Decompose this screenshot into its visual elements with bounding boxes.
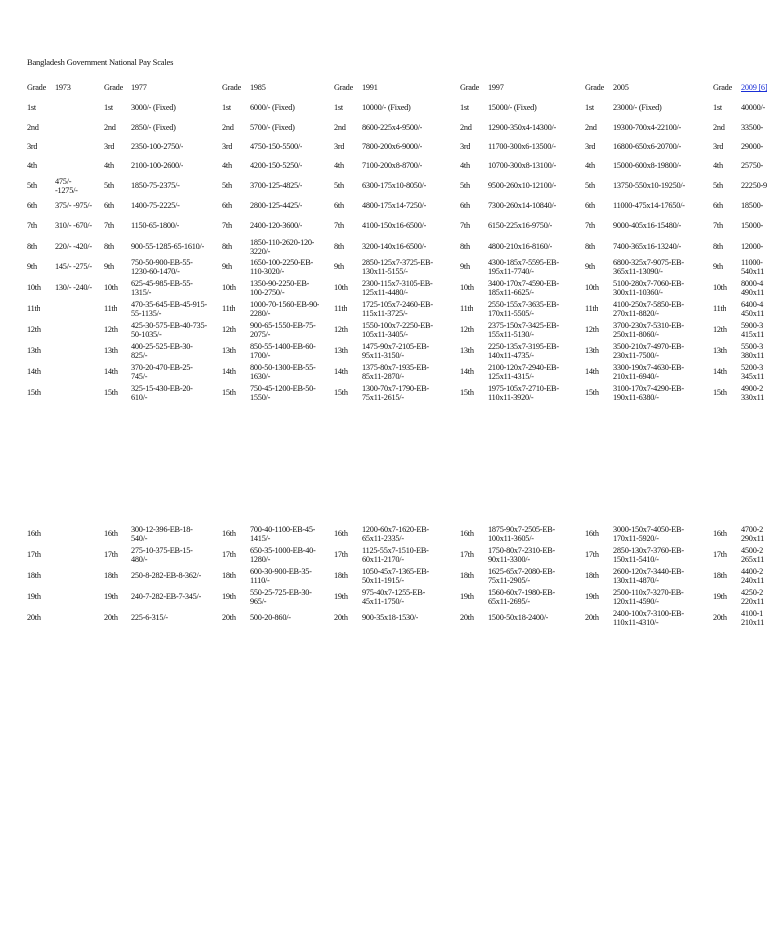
pay-scale-cell: 1725-105x7-2460-EB- 115x11-3725/- — [362, 301, 433, 318]
grade-label: 2nd — [713, 124, 725, 132]
pay-scale-cell: 2800-125-4425/- — [250, 202, 303, 210]
grade-label: 5th — [27, 182, 37, 190]
pay-scale-cell: 600-30-900-EB-35- 1110/- — [250, 568, 312, 585]
pay-scale-cell: 1000-70-1560-EB-90- 2280/- — [250, 301, 320, 318]
pay-scale-cell: 4700-2 290x11 — [741, 526, 765, 543]
pay-scale-cell: 7300-260x14-10840/- — [488, 202, 557, 210]
grade-label: 11th — [460, 305, 474, 313]
grade-label: 17th — [104, 551, 118, 559]
column-header-year: 1977 — [131, 84, 147, 92]
pay-scale-cell: 425-30-575-EB-40-735- 50-1035/- — [131, 322, 207, 339]
pay-scale-cell: 22250-9 — [741, 182, 767, 190]
pay-scale-cell: 1625-65x7-2080-EB- 75x11-2905/- — [488, 568, 555, 585]
pay-scale-cell: 1560-60x7-1980-EB- 65x11-2695/- — [488, 589, 555, 606]
grade-label: 8th — [460, 243, 470, 251]
pay-scale-cell: 5500-3 380x11 — [741, 343, 765, 360]
grade-label: 20th — [334, 614, 348, 622]
grade-label: 9th — [460, 263, 470, 271]
pay-scale-cell: 6800-325x7-9075-EB- 365x11-13090/- — [613, 259, 684, 276]
pay-scale-cell: 4800-210x16-8160/- — [488, 243, 553, 251]
grade-label: 15th — [334, 389, 348, 397]
pay-scale-cell: 7400-365x16-13240/- — [613, 243, 682, 251]
grade-label: 6th — [27, 202, 37, 210]
pay-scale-cell: 275-10-375-EB-15- 480/- — [131, 547, 193, 564]
pay-scale-cell: 4100-150x16-6500/- — [362, 222, 427, 230]
pay-scale-cell: 6300-175x10-8050/- — [362, 182, 427, 190]
grade-label: 15th — [104, 389, 118, 397]
pay-scale-cell: 300-12-396-EB-18- 540/- — [131, 526, 193, 543]
grade-label: 7th — [334, 222, 344, 230]
grade-label: 1st — [27, 104, 36, 112]
grade-label: 16th — [585, 530, 599, 538]
grade-label: 8th — [334, 243, 344, 251]
grade-label: 12th — [27, 326, 41, 334]
grade-label: 8th — [222, 243, 232, 251]
pay-scale-cell: 470-35-645-EB-45-915- 55-1135/- — [131, 301, 207, 318]
pay-scale-cell: 240-7-282-EB-7-345/- — [131, 593, 202, 601]
grade-label: 4th — [585, 162, 595, 170]
pay-scale-cell: 625-45-985-EB-55- 1315/- — [131, 280, 193, 297]
grade-label: 2nd — [334, 124, 346, 132]
grade-label: 5th — [713, 182, 723, 190]
pay-scale-cell: 1150-65-1800/- — [131, 222, 180, 230]
pay-scale-cell: 4250-2 220x11 — [741, 589, 765, 606]
pay-scale-cell: 6000/- (Fixed) — [250, 104, 295, 112]
grade-label: 3rd — [27, 143, 38, 151]
pay-scale-cell: 1650-100-2250-EB- 110-3020/- — [250, 259, 314, 276]
grade-label: 14th — [585, 368, 599, 376]
grade-label: 4th — [222, 162, 232, 170]
grade-label: 15th — [222, 389, 236, 397]
grade-label: 18th — [460, 572, 474, 580]
pay-scale-cell: 2850-125x7-3725-EB- 130x11-5155/- — [362, 259, 433, 276]
pay-scale-cell: 1850-75-2375/- — [131, 182, 180, 190]
pay-scale-cell: 2250-135x7-3195-EB- 140x11-4735/- — [488, 343, 559, 360]
pay-scale-cell: 1975-105x7-2710-EB- 110x11-3920/- — [488, 385, 559, 402]
pay-scale-cell: 850-55-1400-EB-60- 1700/- — [250, 343, 316, 360]
pay-scale-cell: 975-40x7-1255-EB- 45x11-1750/- — [362, 589, 426, 606]
grade-label: 17th — [713, 551, 727, 559]
grade-label: 3rd — [460, 143, 471, 151]
grade-label: 19th — [222, 593, 236, 601]
grade-label: 7th — [713, 222, 723, 230]
column-header-grade: Grade — [27, 84, 47, 92]
grade-label: 5th — [222, 182, 232, 190]
grade-label: 11th — [27, 305, 41, 313]
grade-label: 14th — [27, 368, 41, 376]
pay-scale-cell: 9500-260x10-12100/- — [488, 182, 557, 190]
grade-label: 20th — [222, 614, 236, 622]
grade-label: 16th — [460, 530, 474, 538]
pay-scale-cell: 400-25-525-EB-30- 825/- — [131, 343, 193, 360]
grade-label: 19th — [585, 593, 599, 601]
pay-scale-cell: 2375-150x7-3425-EB- 155x11-5130/- — [488, 322, 559, 339]
pay-scale-cell: 3700-230x7-5310-EB- 250x11-8060/- — [613, 322, 684, 339]
grade-label: 1st — [713, 104, 722, 112]
grade-label: 16th — [713, 530, 727, 538]
pay-scale-cell: 4750-150-5500/- — [250, 143, 303, 151]
grade-label: 10th — [334, 284, 348, 292]
grade-label: 16th — [222, 530, 236, 538]
grade-label: 13th — [585, 347, 599, 355]
pay-scale-cell: 700-40-1100-EB-45- 1415/- — [250, 526, 316, 543]
pay-scale-cell: 7800-200x6-9000/- — [362, 143, 423, 151]
pay-scale-cell: 33500- — [741, 124, 764, 132]
grade-label: 20th — [27, 614, 41, 622]
pay-scale-cell: 5700/- (Fixed) — [250, 124, 295, 132]
grade-label: 6th — [713, 202, 723, 210]
grade-label: 4th — [104, 162, 114, 170]
pay-scale-cell: 2300-115x7-3105-EB- 125x11-4480/- — [362, 280, 433, 297]
pay-scale-cell: 4500-2 265x11 — [741, 547, 765, 564]
pay-scale-cell: 1400-75-2225/- — [131, 202, 180, 210]
grade-label: 13th — [222, 347, 236, 355]
grade-label: 13th — [334, 347, 348, 355]
pay-scale-cell: 550-25-725-EB-30- 965/- — [250, 589, 312, 606]
column-header-grade: Grade — [104, 84, 124, 92]
grade-label: 5th — [104, 182, 114, 190]
grade-label: 1st — [460, 104, 469, 112]
pay-scale-cell: 9000-405x16-15480/- — [613, 222, 682, 230]
pay-scale-cell: 250-8-282-EB-8-362/- — [131, 572, 202, 580]
grade-label: 18th — [334, 572, 348, 580]
pay-scale-cell: 2600-120x7-3440-EB- 130x11-4870/- — [613, 568, 684, 585]
pay-scale-cell: 6150-225x16-9750/- — [488, 222, 553, 230]
pay-scale-cell: 19300-700x4-22100/- — [613, 124, 682, 132]
column-header-year[interactable]: 2009 [6] — [741, 84, 768, 92]
grade-label: 2nd — [460, 124, 472, 132]
grade-label: 6th — [460, 202, 470, 210]
pay-scale-cell: 5200-3 345x11 — [741, 364, 765, 381]
grade-label: 12th — [104, 326, 118, 334]
column-header-grade: Grade — [460, 84, 480, 92]
grade-label: 2nd — [104, 124, 116, 132]
grade-label: 6th — [334, 202, 344, 210]
grade-label: 5th — [585, 182, 595, 190]
grade-label: 1st — [585, 104, 594, 112]
grade-label: 12th — [713, 326, 727, 334]
grade-label: 19th — [27, 593, 41, 601]
pay-scale-cell: 650-35-1000-EB-40- 1280/- — [250, 547, 316, 564]
grade-label: 7th — [27, 222, 37, 230]
grade-label: 16th — [334, 530, 348, 538]
grade-label: 1st — [334, 104, 343, 112]
pay-scale-cell: 10000/- (Fixed) — [362, 104, 411, 112]
column-header-year: 1997 — [488, 84, 504, 92]
grade-label: 3rd — [713, 143, 724, 151]
pay-scale-cell: 11700-300x6-13500/- — [488, 143, 556, 151]
pay-scale-cell: 11000- 540x11 — [741, 259, 765, 276]
pay-scale-cell: 800-50-1300-EB-55- 1630/- — [250, 364, 316, 381]
grade-label: 13th — [713, 347, 727, 355]
pay-scale-cell: 1750-80x7-2310-EB- 90x11-3300/- — [488, 547, 555, 564]
pay-scale-cell: 1350-90-2250-EB- 100-2750/- — [250, 280, 310, 297]
grade-label: 6th — [222, 202, 232, 210]
grade-label: 3rd — [334, 143, 345, 151]
pay-scale-cell: 1125-55x7-1510-EB- 60x11-2170/- — [362, 547, 429, 564]
grade-label: 19th — [713, 593, 727, 601]
pay-scale-cell: 1500-50x18-2400/- — [488, 614, 549, 622]
pay-scale-cell: 12000- — [741, 243, 764, 251]
grade-label: 14th — [104, 368, 118, 376]
pay-scale-cell: 4400-2 240x11 — [741, 568, 765, 585]
pay-scale-cell: 1875-90x7-2505-EB- 100x11-3605/- — [488, 526, 555, 543]
grade-label: 10th — [460, 284, 474, 292]
grade-label: 5th — [334, 182, 344, 190]
page-title: Bangladesh Government National Pay Scales — [27, 57, 174, 67]
pay-scale-cell: 475/- -1275/- — [55, 178, 78, 195]
pay-scale-cell: 10700-300x8-13100/- — [488, 162, 557, 170]
grade-label: 14th — [713, 368, 727, 376]
grade-label: 1st — [104, 104, 113, 112]
pay-scale-cell: 2850-130x7-3760-EB- 150x11-5410/- — [613, 547, 684, 564]
pay-scale-cell: 4800-175x14-7250/- — [362, 202, 427, 210]
grade-label: 18th — [585, 572, 599, 580]
grade-label: 15th — [713, 389, 727, 397]
pay-scale-cell: 2400-120-3600/- — [250, 222, 303, 230]
grade-label: 19th — [460, 593, 474, 601]
pay-scale-cell: 2100-100-2600/- — [131, 162, 184, 170]
grade-label: 18th — [27, 572, 41, 580]
grade-label: 12th — [222, 326, 236, 334]
pay-scale-cell: 11000-475x14-17650/- — [613, 202, 685, 210]
pay-scale-cell: 2350-100-2750/- — [131, 143, 184, 151]
pay-scale-cell: 15000-600x8-19800/- — [613, 162, 682, 170]
grade-label: 15th — [585, 389, 599, 397]
pay-scale-cell: 25750- — [741, 162, 764, 170]
grade-label: 10th — [585, 284, 599, 292]
grade-label: 18th — [104, 572, 118, 580]
pay-scale-cell: 8000-4 490x11 — [741, 280, 765, 297]
grade-label: 4th — [334, 162, 344, 170]
grade-label: 3rd — [104, 143, 115, 151]
pay-scale-cell: 225-6-315/- — [131, 614, 168, 622]
grade-label: 9th — [585, 263, 595, 271]
grade-label: 8th — [713, 243, 723, 251]
pay-scale-cell: 4200-150-5250/- — [250, 162, 303, 170]
grade-label: 7th — [104, 222, 114, 230]
pay-scale-cell: 3500-210x7-4970-EB- 230x11-7500/- — [613, 343, 684, 360]
pay-scale-cell: 900-65-1550-EB-75- 2075/- — [250, 322, 316, 339]
pay-scale-cell: 3000/- (Fixed) — [131, 104, 176, 112]
grade-label: 3rd — [585, 143, 596, 151]
grade-label: 6th — [585, 202, 595, 210]
grade-label: 9th — [104, 263, 114, 271]
grade-label: 11th — [222, 305, 236, 313]
grade-label: 9th — [222, 263, 232, 271]
grade-label: 10th — [27, 284, 41, 292]
pay-scale-cell: 5900-3 415x11 — [741, 322, 765, 339]
grade-label: 20th — [460, 614, 474, 622]
pay-scale-cell: 220/- -420/- — [55, 243, 92, 251]
pay-scale-cell: 3400-170x7-4590-EB- 185x11-6625/- — [488, 280, 559, 297]
pay-scale-cell: 23000/- (Fixed) — [613, 104, 662, 112]
pay-scale-cell: 750-45-1200-EB-50- 1550/- — [250, 385, 316, 402]
pay-scale-cell: 29000- — [741, 143, 764, 151]
grade-label: 11th — [713, 305, 727, 313]
grade-label: 15th — [27, 389, 41, 397]
pay-scale-cell: 2550-155x7-3635-EB- 170x11-5505/- — [488, 301, 559, 318]
grade-label: 2nd — [585, 124, 597, 132]
pay-scale-cell: 4100-250x7-5850-EB- 270x11-8820/- — [613, 301, 684, 318]
pay-scale-cell: 2850/- (Fixed) — [131, 124, 176, 132]
grade-label: 7th — [222, 222, 232, 230]
pay-scale-cell: 4300-185x7-5595-EB- 195x11-7740/- — [488, 259, 559, 276]
grade-label: 16th — [104, 530, 118, 538]
grade-label: 8th — [27, 243, 37, 251]
grade-label: 17th — [460, 551, 474, 559]
pay-scale-cell: 3300-190x7-4630-EB- 210x11-6940/- — [613, 364, 684, 381]
grade-label: 9th — [27, 263, 37, 271]
pay-scale-cell: 3000-150x7-4050-EB- 170x11-5920/- — [613, 526, 684, 543]
grade-label: 12th — [585, 326, 599, 334]
grade-label: 6th — [104, 202, 114, 210]
grade-label: 11th — [104, 305, 118, 313]
pay-scale-cell: 500-20-860/- — [250, 614, 291, 622]
column-header-year: 2005 — [613, 84, 629, 92]
grade-label: 7th — [460, 222, 470, 230]
pay-scale-cell: 3100-170x7-4290-EB- 190x11-6380/- — [613, 385, 684, 402]
pay-scale-cell: 16800-650x6-20700/- — [613, 143, 682, 151]
pay-scale-cell: 2500-110x7-3270-EB- 120x11-4590/- — [613, 589, 684, 606]
pay-scale-cell: 2100-120x7-2940-EB- 125x11-4315/- — [488, 364, 559, 381]
grade-label: 20th — [585, 614, 599, 622]
grade-label: 10th — [104, 284, 118, 292]
grade-label: 12th — [460, 326, 474, 334]
grade-label: 20th — [104, 614, 118, 622]
pay-scale-cell: 1300-70x7-1790-EB- 75x11-2615/- — [362, 385, 429, 402]
pay-scale-cell: 18500- — [741, 202, 764, 210]
grade-label: 14th — [222, 368, 236, 376]
pay-scale-cell: 7100-200x8-8700/- — [362, 162, 423, 170]
grade-label: 4th — [460, 162, 470, 170]
column-header-year: 1973 — [55, 84, 71, 92]
grade-label: 17th — [334, 551, 348, 559]
pay-scale-cell: 130/- -240/- — [55, 284, 92, 292]
column-header-grade: Grade — [222, 84, 242, 92]
pay-scale-cell: 15000/- (Fixed) — [488, 104, 537, 112]
grade-label: 11th — [585, 305, 599, 313]
pay-scale-cell: 325-15-430-EB-20- 610/- — [131, 385, 193, 402]
grade-label: 1st — [222, 104, 231, 112]
pay-scale-cell: 900-55-1285-65-1610/- — [131, 243, 205, 251]
pay-scale-cell: 3200-140x16-6500/- — [362, 243, 427, 251]
grade-label: 13th — [104, 347, 118, 355]
column-header-grade: Grade — [585, 84, 605, 92]
pay-scale-cell: 1475-90x7-2105-EB- 95x11-3150/- — [362, 343, 429, 360]
column-header-grade: Grade — [334, 84, 354, 92]
grade-label: 5th — [460, 182, 470, 190]
pay-scale-cell: 15000- — [741, 222, 764, 230]
pay-scale-cell: 1200-60x7-1620-EB- 65x11-2335/- — [362, 526, 429, 543]
grade-label: 9th — [713, 263, 723, 271]
pay-scale-cell: 4100-1 210x11 — [741, 610, 765, 627]
grade-label: 8th — [585, 243, 595, 251]
grade-label: 18th — [713, 572, 727, 580]
pay-scale-cell: 145/- -275/- — [55, 263, 92, 271]
pay-scale-cell: 6400-4 450x11 — [741, 301, 765, 318]
grade-label: 3rd — [222, 143, 233, 151]
pay-scale-cell: 900-35x18-1530/- — [362, 614, 419, 622]
grade-label: 17th — [585, 551, 599, 559]
grade-label: 7th — [585, 222, 595, 230]
grade-label: 2nd — [27, 124, 39, 132]
column-header-grade: Grade — [713, 84, 733, 92]
pay-scale-cell: 4900-2 330x11 — [741, 385, 765, 402]
grade-label: 4th — [713, 162, 723, 170]
grade-label: 18th — [222, 572, 236, 580]
pay-scale-cell: 1550-100x7-2250-EB- 105x11-3405/- — [362, 322, 433, 339]
grade-label: 13th — [27, 347, 41, 355]
grade-label: 8th — [104, 243, 114, 251]
grade-label: 15th — [460, 389, 474, 397]
grade-label: 13th — [460, 347, 474, 355]
grade-label: 14th — [460, 368, 474, 376]
grade-label: 17th — [222, 551, 236, 559]
pay-scale-cell: 3700-125-4825/- — [250, 182, 303, 190]
pay-scale-cell: 2400-100x7-3100-EB- 110x11-4310/- — [613, 610, 684, 627]
grade-label: 19th — [104, 593, 118, 601]
grade-label: 4th — [27, 162, 37, 170]
pay-scale-cell: 13750-550x10-19250/- — [613, 182, 685, 190]
grade-label: 14th — [334, 368, 348, 376]
pay-scale-cell: 375/- -975/- — [55, 202, 92, 210]
grade-label: 20th — [713, 614, 727, 622]
pay-scale-cell: 8600-225x4-9500/- — [362, 124, 423, 132]
pay-scale-cell: 750-50-900-EB-55- 1230-60-1470/- — [131, 259, 193, 276]
column-header-year: 1985 — [250, 84, 266, 92]
pay-scale-cell: 370-20-470-EB-25- 745/- — [131, 364, 193, 381]
grade-label: 11th — [334, 305, 348, 313]
pay-scale-cell: 40000/- — [741, 104, 766, 112]
grade-label: 19th — [334, 593, 348, 601]
grade-label: 12th — [334, 326, 348, 334]
pay-scale-cell: 1050-45x7-1365-EB- 50x11-1915/- — [362, 568, 429, 585]
pay-scale-cell: 310/- -670/- — [55, 222, 92, 230]
grade-label: 2nd — [222, 124, 234, 132]
pay-scale-cell: 5100-280x7-7060-EB- 300x11-10360/- — [613, 280, 684, 297]
pay-scale-cell: 1375-80x7-1935-EB- 85x11-2870/- — [362, 364, 429, 381]
grade-label: 9th — [334, 263, 344, 271]
pay-scale-cell: 12900-350x4-14300/- — [488, 124, 557, 132]
grade-label: 10th — [713, 284, 727, 292]
pay-scale-cell: 1850-110-2620-120- 3220/- — [250, 239, 315, 256]
column-header-year: 1991 — [362, 84, 378, 92]
grade-label: 17th — [27, 551, 41, 559]
grade-label: 10th — [222, 284, 236, 292]
grade-label: 16th — [27, 530, 41, 538]
